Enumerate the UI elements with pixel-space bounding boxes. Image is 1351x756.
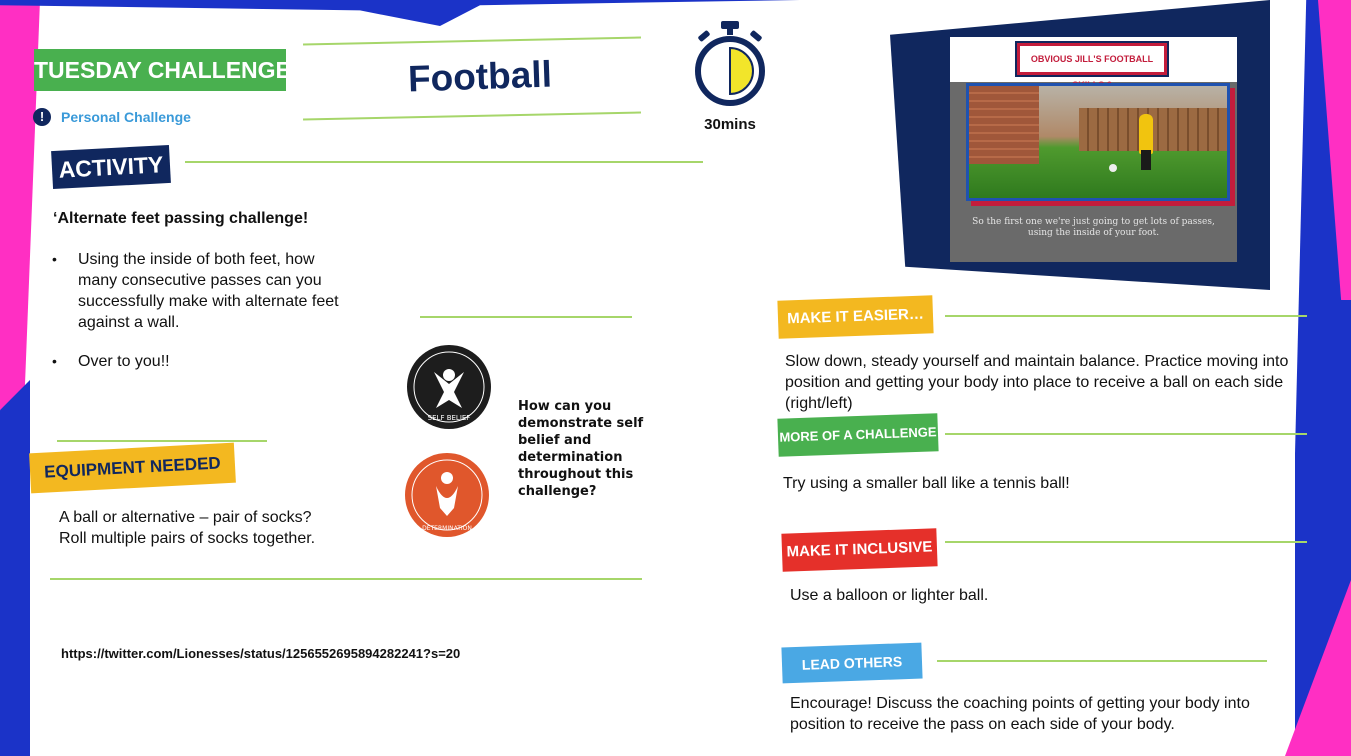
make-it-inclusive-text: Use a balloon or lighter ball. (790, 587, 989, 604)
divider-line (57, 440, 267, 442)
divider-line (185, 161, 703, 163)
divider-line (303, 111, 641, 120)
equipment-line: Roll multiple pairs of socks together. (59, 530, 316, 547)
divider-line (945, 541, 1307, 543)
make-it-easier-text: Slow down, steady yourself and maintain balance. Practice moving into position and getting your body into place to receive a ball on each side (right/left) (785, 353, 1289, 412)
make-it-easier-label: MAKE IT EASIER… (777, 295, 933, 338)
source-link[interactable]: https://twitter.com/Lionesses/status/1256552695894282241?s=20 (61, 646, 461, 661)
fence (1079, 108, 1229, 151)
divider-line (945, 433, 1307, 435)
decor-blue-top (0, 0, 800, 26)
personal-challenge-label: Personal Challenge (61, 109, 191, 125)
determination-badge (402, 450, 492, 540)
equipment-text (59, 507, 389, 549)
divider-line (50, 578, 642, 580)
video-header (950, 37, 1237, 82)
equipment-label: EQUIPMENT NEEDED (29, 443, 236, 494)
football (1109, 164, 1117, 172)
activity-label: ACTIVITY (51, 145, 171, 189)
divider-line (420, 316, 632, 318)
more-of-a-challenge-text: Try using a smaller ball like a tennis ball! (783, 475, 1070, 492)
video-caption-line: using the inside of your foot. (1027, 228, 1160, 238)
timer-label: 30mins (704, 116, 756, 133)
divider-line (945, 315, 1307, 317)
tuesday-challenge-badge: TUESDAY CHALLENGE (34, 49, 286, 91)
divider-line (937, 660, 1267, 662)
values-question: How can you demonstrate self belief and determination throughout this challenge? (518, 399, 644, 499)
video-thumbnail[interactable] (950, 37, 1237, 262)
lead-others-text: Encourage! Discuss the coaching points of getting your body into position to receive the pass on each side of your body. (790, 695, 1250, 733)
more-of-a-challenge-label: MORE OF A CHALLENGE (777, 413, 938, 457)
video-title-badge: OBVIOUS JILL'S FOOTBALL (1017, 43, 1167, 75)
activity-bullets (52, 249, 342, 390)
activity-heading: ‘Alternate feet passing challenge! (53, 210, 309, 227)
determination-badge-label: DETERMINATION (422, 525, 472, 532)
video-caption (950, 217, 1237, 239)
lead-others-label: LEAD OTHERS (781, 643, 922, 684)
page-title: Football (407, 53, 553, 100)
self-belief-badge (404, 342, 494, 432)
list-item: • Over to you!! (52, 351, 342, 372)
info-icon: ! (33, 108, 51, 126)
stopwatch-icon (693, 21, 767, 107)
equipment-line: A ball or alternative – pair of socks? (59, 509, 312, 526)
brick-wall (969, 86, 1039, 164)
self-belief-badge-label: SELF BELIEF (427, 414, 471, 422)
player-legs (1141, 150, 1151, 170)
decor-blue-left (0, 380, 30, 756)
list-item: • Using the inside of both feet, how many consecutive passes can you successfully make with alternate feet against a wall. (52, 249, 342, 333)
divider-line (303, 36, 641, 45)
make-it-inclusive-label: MAKE IT INCLUSIVE (781, 528, 937, 571)
video-caption-line: So the first one we're just going to get lots of passes, (972, 217, 1215, 227)
player (1139, 114, 1153, 154)
personal-challenge (33, 108, 191, 126)
video-scene (966, 83, 1230, 201)
